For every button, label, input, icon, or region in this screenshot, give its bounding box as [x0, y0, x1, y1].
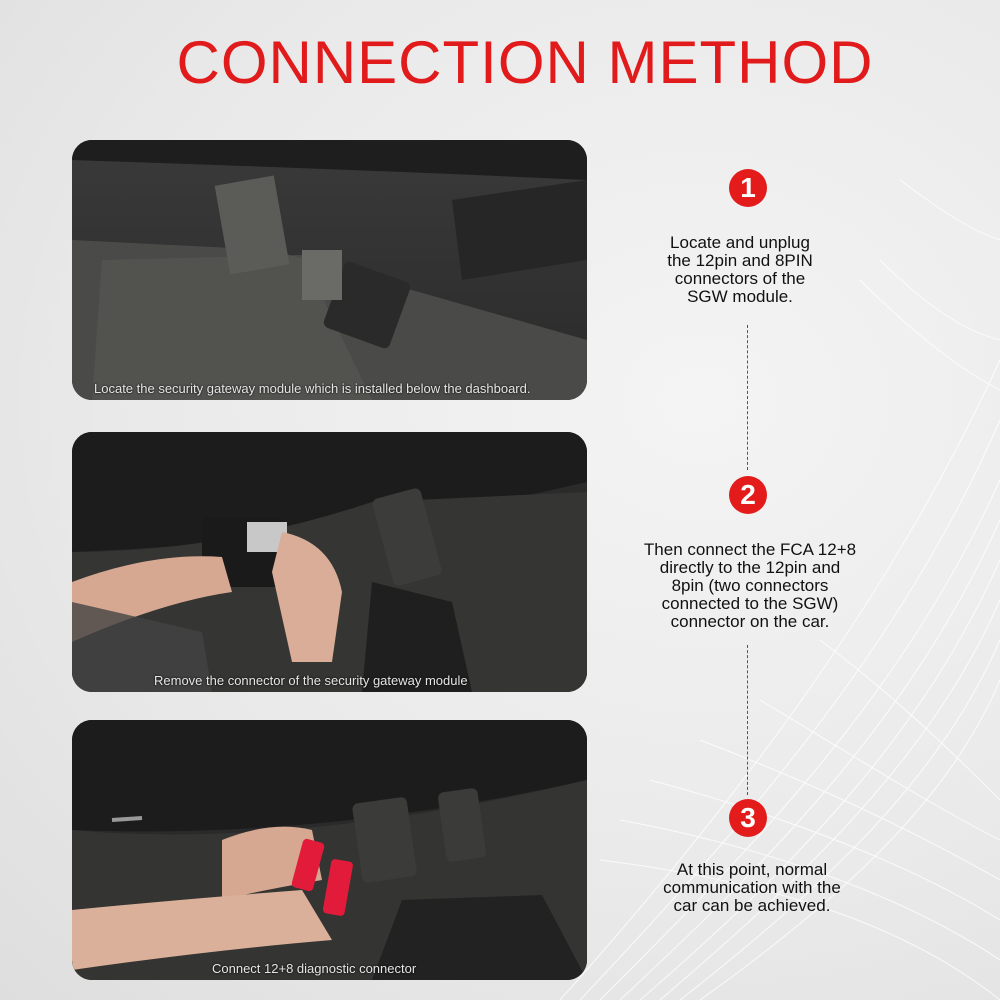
step-2-photo: [72, 432, 587, 692]
step-2-caption: Remove the connector of the security gateway module: [154, 673, 468, 688]
step-2-text: Then connect the FCA 12+8 directly to the 12pin and 8pin (two connectors connected to the SGW) connector on the car.: [643, 540, 857, 631]
step-3-caption: Connect 12+8 diagnostic connector: [212, 961, 417, 976]
step-3-badge: 3: [729, 799, 767, 837]
step-3-text: At this point, normal communication with the car can be achieved.: [663, 860, 841, 915]
connector-line-1-2: [747, 325, 748, 470]
step-1-text: Locate and unplug the 12pin and 8PIN connectors of the SGW module.: [667, 233, 813, 306]
step-1-caption: Locate the security gateway module which is installed below the dashboard.: [94, 381, 531, 396]
step-3-photo: [72, 720, 587, 980]
step-1-badge: 1: [729, 169, 767, 207]
step-1-photo: [72, 140, 587, 400]
step-2-badge: 2: [729, 476, 767, 514]
page-title: CONNECTION METHOD: [176, 29, 874, 96]
connector-line-2-3: [747, 645, 748, 795]
